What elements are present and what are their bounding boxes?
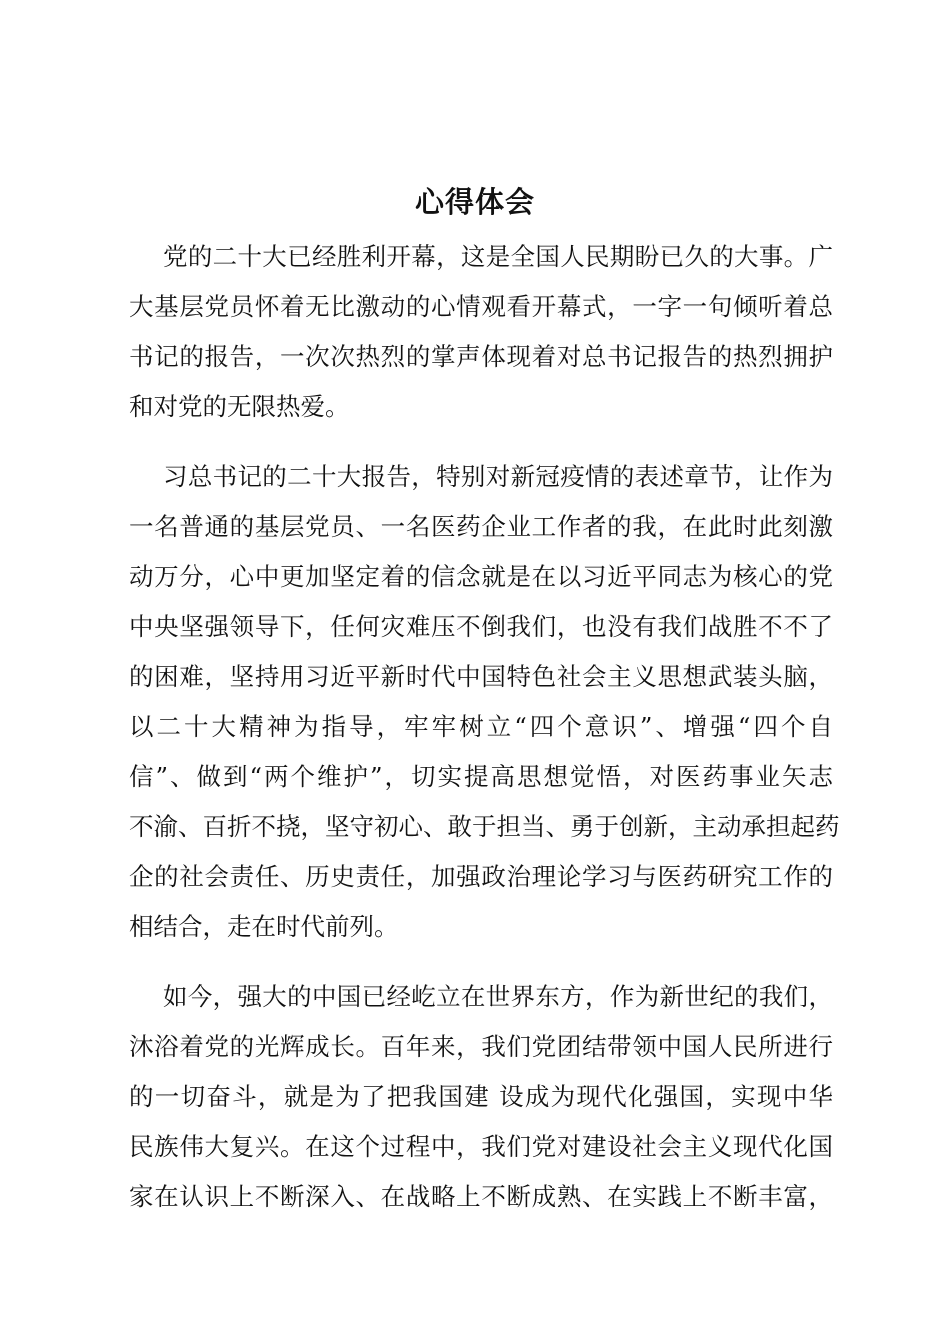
paragraph-3 [129, 972, 833, 1222]
document-title: 心得体会 [414, 185, 535, 219]
text-line: 一名普通的基层党员、一名医药企业工作者的我，在此时此刻激 [129, 512, 833, 541]
text-line: 习总书记的二十大报告，特别对新冠疫情的表述章节，让作为 [163, 462, 833, 491]
text-line: 的困难，坚持用习近平新时代中国特色社会主义思想武装头脑， [129, 662, 833, 691]
paragraph-2 [129, 452, 840, 952]
text-line: 民族伟大复兴。在这个过程中，我们党对建设社会主义现代化国 [129, 1132, 833, 1161]
text-line: 家在认识上不断深入、在战略上不断成熟、在实践上不断丰富， [129, 1182, 833, 1211]
paragraph-1 [129, 232, 833, 432]
text-line: 沐浴着党的光辉成长。百年来，我们党团结带领中国人民所进行 [129, 1032, 833, 1061]
text-line: 动万分，心中更加坚定着的信念就是在以习近平同志为核心的党 [129, 562, 833, 591]
text-line: 如今，强大的中国已经屹立在世界东方，作为新世纪的我们， [163, 982, 833, 1011]
paragraph-gap [129, 432, 833, 452]
text-line: 的一切奋斗，就是为了把我国建 设成为现代化强国，实现中华 [129, 1082, 833, 1111]
text-line: 党的二十大已经胜利开幕，这是全国人民期盼已久的大事。广 [163, 242, 833, 271]
text-line: 中央坚强领导下，任何灾难压不倒我们，也没有我们战胜不不了 [129, 612, 833, 641]
text-line: 不渝、百折不挠，坚守初心、敢于担当、勇于创新，主动承担起药 [129, 812, 840, 841]
text-line: 相结合，走在时代前列。 [129, 912, 399, 941]
text-line: 书记的报告，一次次热烈的掌声体现着对总书记报告的热烈拥护 [129, 342, 833, 371]
document-body [129, 232, 840, 1222]
text-line: 企的社会责任、历史责任，加强政治理论学习与医药研究工作的 [129, 862, 833, 891]
text-line: 以二十大精神为指导，牢牢树立“四个意识”、增强“四个自 [129, 712, 833, 741]
paragraph-gap [129, 952, 833, 972]
text-line: 大基层党员怀着无比激动的心情观看开幕式，一字一句倾听着总 [129, 292, 833, 321]
text-line: 和对党的无限热爱。 [129, 392, 350, 421]
text-line: 信”、做到“两个维护”，切实提高思想觉悟，对医药事业矢志 [129, 762, 833, 791]
